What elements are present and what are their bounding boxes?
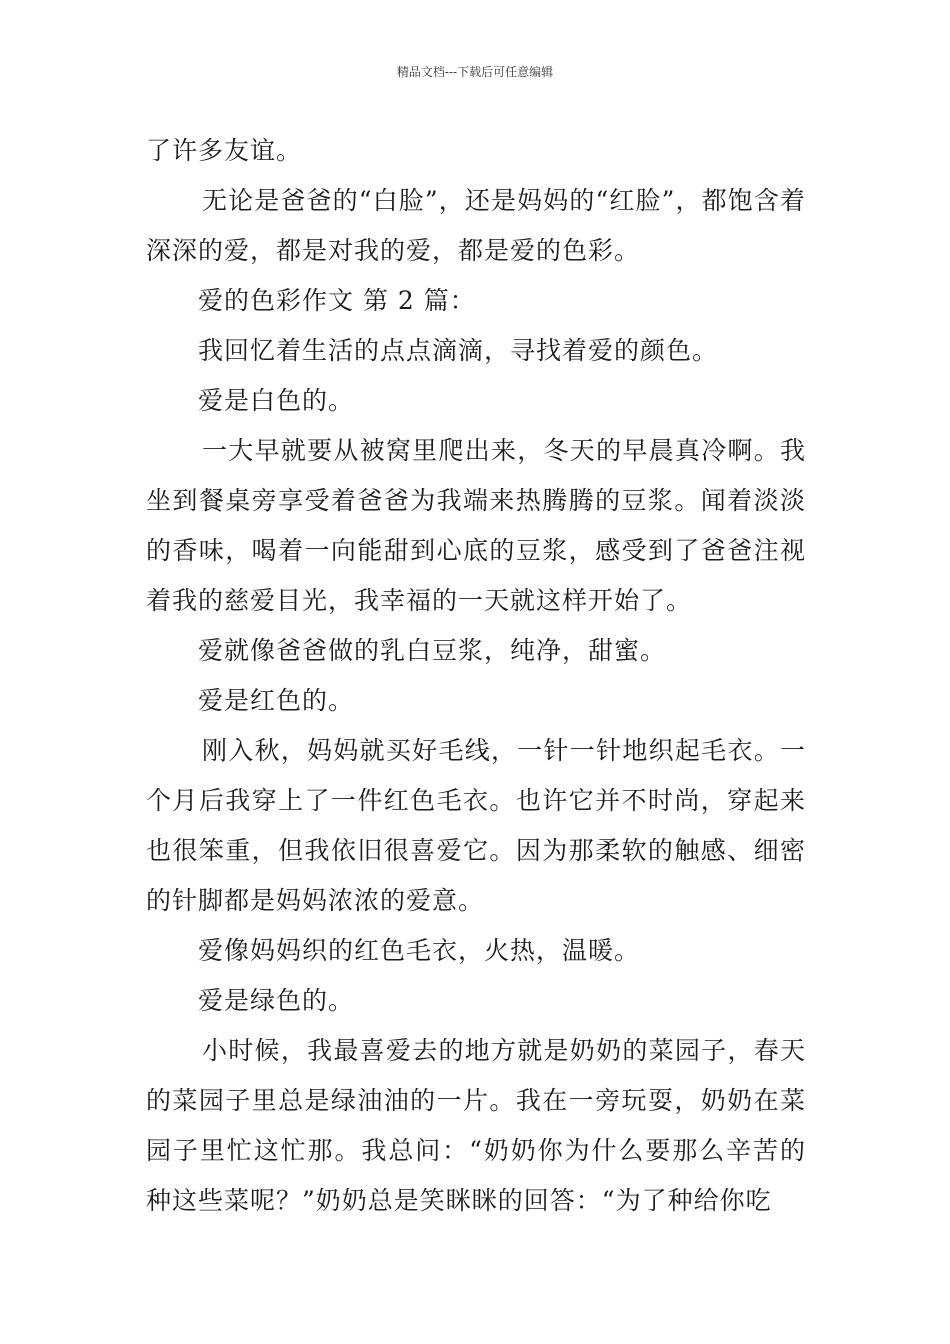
- paragraph: 爱是白色的。: [198, 386, 355, 415]
- paragraph: 爱就像爸爸做的乳白豆浆，纯净，甜蜜。: [198, 636, 667, 665]
- paragraph: 爱是红色的。: [198, 686, 355, 715]
- document-body: [146, 126, 806, 1226]
- paragraph: 爱是绿色的。: [198, 986, 355, 1015]
- page-header: 精品文档---下载后可任意编辑: [396, 65, 554, 79]
- paragraph: 爱像妈妈织的红色毛衣，火热，温暖。: [198, 936, 641, 965]
- paragraph: 一大早就要从被窝里爬出来，冬天的早晨真冷啊。我坐到餐桌旁享受着爸爸为我端来热腾腾的豆浆。闻着淡淡的香味，喝着一向能甜到心底的豆浆，感受到了爸爸注视着我的慈爱目光，我幸福的一天就这样开始了。: [146, 436, 806, 615]
- paragraph: 了许多友谊。: [146, 136, 303, 165]
- paragraph: 小时候，我最喜爱去的地方就是奶奶的菜园子，春天的菜园子里总是绿油油的一片。我在一旁玩耍，奶奶在菜园子里忙这忙那。我总问：“奶奶你为什么要那么辛苦的种这些菜呢？”奶奶总是笑眯眯的回答：“为了种给你吃: [146, 1036, 806, 1215]
- paragraph: 刚入秋，妈妈就买好毛线，一针一针地织起毛衣。一个月后我穿上了一件红色毛衣。也许它并不时尚，穿起来也很笨重，但我依旧很喜爱它。因为那柔软的触感、细密的针脚都是妈妈浓浓的爱意。: [146, 736, 806, 915]
- paragraph: 无论是爸爸的“白脸”，还是妈妈的“红脸”，都饱含着深深的爱，都是对我的爱，都是爱的色彩。: [146, 186, 806, 265]
- section-heading: 爱的色彩作文 第 2 篇：: [198, 286, 476, 315]
- paragraph: 我回忆着生活的点点滴滴，寻找着爱的颜色。: [198, 336, 719, 365]
